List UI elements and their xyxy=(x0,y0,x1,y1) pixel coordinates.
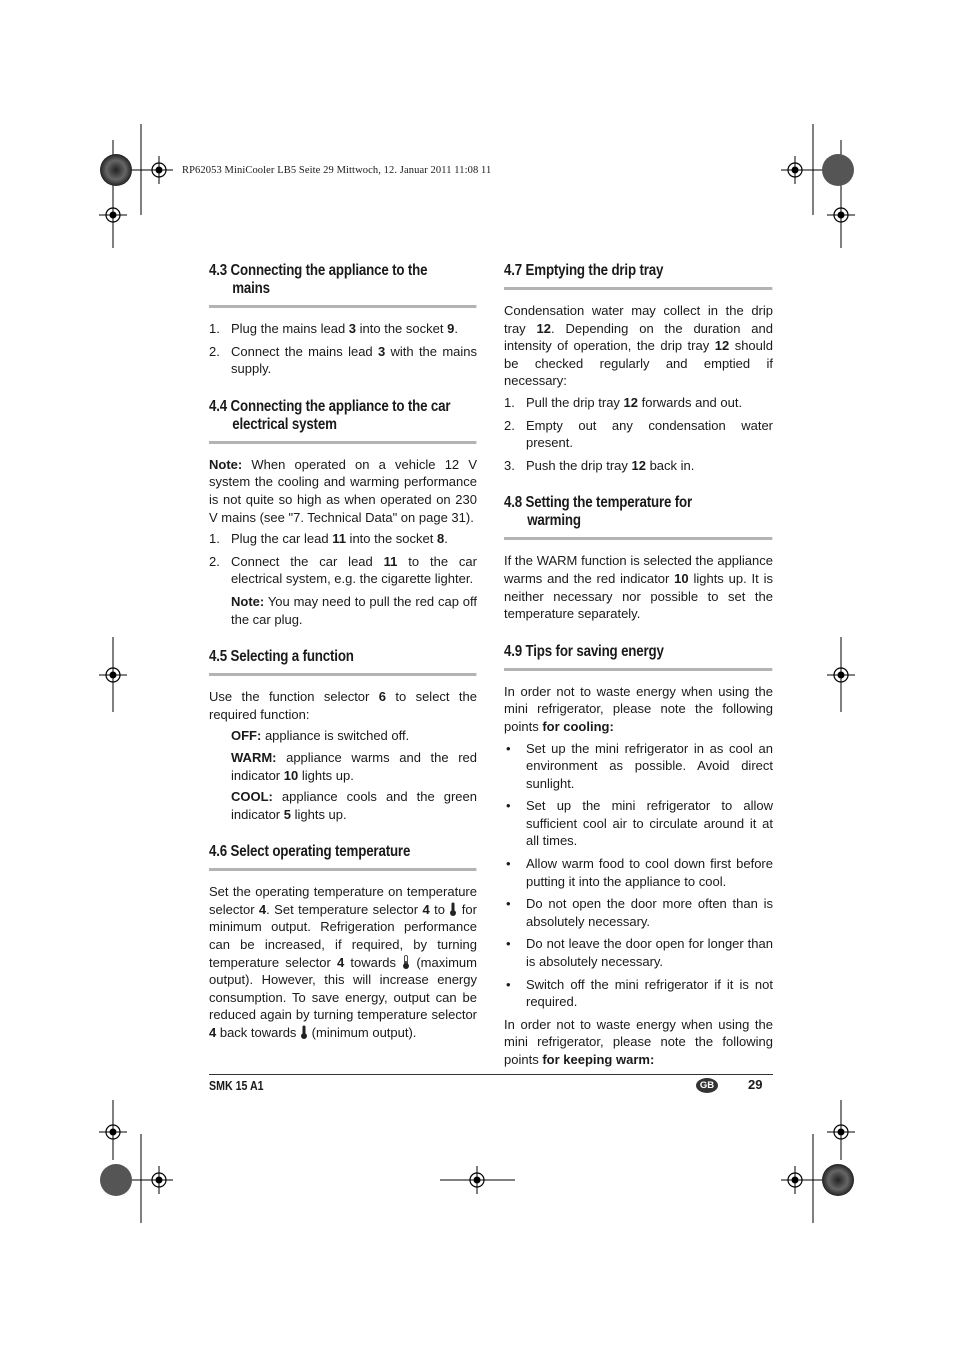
heading-4-6: 4.6 Select operating temperature xyxy=(209,839,476,871)
warming-paragraph: If the WARM function is selected the appliance warms and the red indicator 10 lights up. It is neither necessary nor possible to set the temperature separately. xyxy=(504,553,773,622)
tip-text: Switch off the mini refrigerator if it is not required. xyxy=(526,976,773,1010)
temperature-paragraph: Set the operating temperature on temperature selector 4. Set temperature selector 4 to for minimum output. Refrigeration performance can be increased, if required, by turning temperature selector 4 towards (maximum output). However, this will increase energy consumption. To save energy, output can be reduced again by turning temperature selector 4 back towards (minimum output). xyxy=(209,884,477,1041)
function-warm: WARM: appliance warms and the red indicator 10 lights up. xyxy=(231,749,477,783)
heading-4-9: 4.9 Tips for saving energy xyxy=(504,639,772,671)
warming-intro: In order not to waste energy when using the mini refrigerator, please note the following points for keeping warm: xyxy=(504,1016,773,1067)
section-4-8 xyxy=(504,490,773,622)
tip-text: Allow warm food to cool down first before putting it into the appliance to cool. xyxy=(526,856,773,889)
list-item: 1. Pull the drip tray 12 forwards and out. xyxy=(504,394,743,410)
list-item: 3. Push the drip tray 12 back in. xyxy=(504,457,695,473)
list-4-4 xyxy=(209,530,477,588)
thermometer-low-icon xyxy=(300,1025,308,1039)
function-off: OFF: appliance is switched off. xyxy=(231,728,410,744)
thermometer-high-icon xyxy=(402,955,410,969)
list-item: 2. Connect the mains lead 3 with the mains supply. xyxy=(209,343,478,377)
note-paragraph: Note: When operated on a vehicle 12 V system the cooling and warming performance is not quite so high as when operated on 230 V mains (see "7. Technical Data" on page 31). xyxy=(209,456,477,525)
section-4-4 xyxy=(209,394,477,628)
tip-item xyxy=(504,976,773,1011)
tip-item xyxy=(504,935,773,970)
section-4-3 xyxy=(209,258,477,378)
tips-list xyxy=(504,740,773,1011)
heading-4-7: 4.7 Emptying the drip tray xyxy=(504,258,772,290)
list-4-7 xyxy=(504,394,773,474)
tip-item xyxy=(504,797,773,850)
section-4-6 xyxy=(209,839,477,1041)
section-4-7 xyxy=(504,258,773,474)
section-4-9 xyxy=(504,639,773,1069)
list-item: 1. Plug the mains lead 3 into the socket 9. xyxy=(209,321,458,336)
intro-paragraph: Use the function selector 6 to select the required function: xyxy=(209,689,477,722)
bullet: • xyxy=(506,798,511,814)
function-cool: COOL: appliance cools and the green indicator 5 lights up. xyxy=(231,789,477,822)
function-list xyxy=(209,727,477,823)
heading-4-3: 4.3 Connecting the appliance to the mains xyxy=(209,258,476,308)
tip-text: Set up the mini refrigerator to allow sufficient cool air to circulate around it at all times. xyxy=(526,798,773,849)
language-badge: GB xyxy=(696,1078,718,1093)
list-4-3 xyxy=(209,320,477,378)
list-item: 1. Plug the car lead 11 into the socket 8. xyxy=(209,531,448,547)
heading-4-5: 4.5 Selecting a function xyxy=(209,644,476,676)
tip-item xyxy=(504,855,773,890)
heading-4-4: 4.4 Connecting the appliance to the car electrical system xyxy=(209,394,476,444)
bullet: • xyxy=(506,856,511,872)
tip-item xyxy=(504,895,773,930)
tip-item xyxy=(504,740,773,793)
bullet: • xyxy=(506,740,511,756)
cooling-intro: In order not to waste energy when using the mini refrigerator, please note the following points for cooling: xyxy=(504,683,773,734)
left-column xyxy=(209,258,477,1058)
footer-divider xyxy=(209,1074,773,1075)
tip-text: Do not leave the door open for longer than is absolutely necessary. xyxy=(526,936,773,970)
drip-tray-paragraph: Condensation water may collect in the drip tray 12. Depending on the duration and intensity of operation, the drip tray 12 should be checked regularly and emptied if necessary: xyxy=(504,303,774,389)
right-column xyxy=(504,258,773,1085)
page-number: 29 xyxy=(748,1077,763,1092)
list-item: 2. Empty out any condensation water present. xyxy=(504,417,773,451)
list-item: 2. Connect the car lead 11 to the car electrical system, e.g. the cigarette lighter. xyxy=(209,553,477,587)
sub-note: Note: You may need to pull the red cap off the car plug. xyxy=(231,593,477,627)
section-4-5 xyxy=(209,644,477,823)
print-header: RP62053 MiniCooler LB5 Seite 29 Mittwoch, 12. Januar 2011 11:08 11 xyxy=(182,165,492,176)
bullet: • xyxy=(506,976,511,992)
model-number: SMK 15 A1 xyxy=(209,1079,264,1093)
tip-text: Do not open the door more often than is absolutely necessary. xyxy=(526,896,773,929)
bullet: • xyxy=(506,936,511,952)
bullet: • xyxy=(506,896,511,912)
heading-4-8: 4.8 Setting the temperature for warming xyxy=(504,490,772,540)
tip-text: Set up the mini refrigerator in as cool an environment as possible. Avoid direct sunlight. xyxy=(526,740,773,791)
